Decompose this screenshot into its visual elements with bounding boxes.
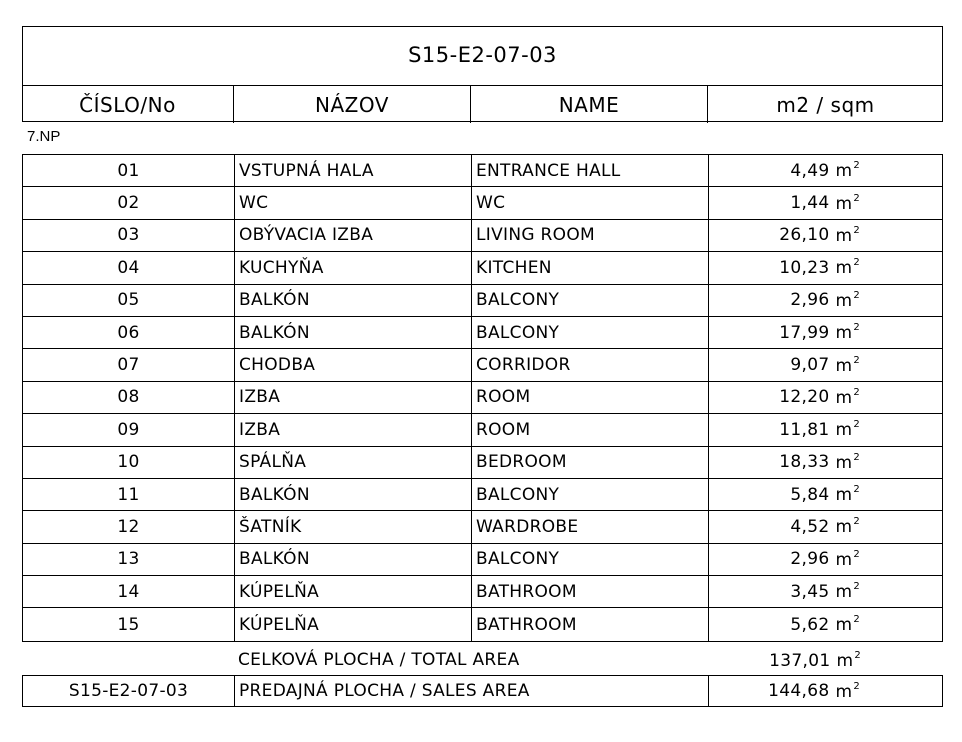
table-row: [23, 187, 942, 219]
room-area-number: 11,81: [779, 419, 830, 440]
room-number: 03: [23, 220, 235, 251]
sales-area-row: [22, 675, 943, 707]
room-area-number: 4,49: [790, 160, 830, 181]
room-number: 12: [23, 511, 235, 542]
room-name-sk: SPÁLŇA: [235, 447, 472, 478]
table-row: [23, 382, 942, 414]
room-name-en: CORRIDOR: [472, 349, 709, 380]
header-name-en: NAME: [471, 86, 708, 123]
area-unit: $m^2$: [835, 419, 860, 441]
table-row: [23, 479, 942, 511]
room-area: [709, 576, 942, 607]
room-name-sk: KÚPELŇA: [235, 608, 472, 640]
room-area: [709, 285, 942, 316]
floor-label: 7.NP: [27, 128, 61, 145]
room-area-number: 4,52: [790, 516, 830, 537]
area-unit: $m^2$: [836, 649, 861, 671]
room-area: [709, 544, 942, 575]
room-area: [709, 414, 942, 445]
room-name-en: KITCHEN: [472, 252, 709, 283]
table-header: [22, 85, 943, 123]
room-name-sk: IZBA: [235, 414, 472, 445]
room-name-en: BATHROOM: [472, 576, 709, 607]
room-area-number: 10,23: [779, 257, 830, 278]
unit-code-title: S15-E2-07-03: [408, 43, 557, 67]
room-name-en: ROOM: [472, 382, 709, 413]
room-area: [709, 608, 942, 640]
table-row: [23, 511, 942, 543]
total-area-label: CELKOVÁ PLOCHA / TOTAL AREA: [238, 650, 520, 670]
room-area-number: 3,45: [790, 581, 830, 602]
room-area-number: 9,07: [790, 355, 830, 376]
area-unit: $m^2$: [835, 516, 860, 538]
room-name-en: ROOM: [472, 414, 709, 445]
table-row: [23, 285, 942, 317]
room-name-sk: WC: [235, 187, 472, 218]
room-name-en: BALCONY: [472, 479, 709, 510]
total-area-number: 137,01: [769, 650, 831, 671]
sales-unit-code: S15-E2-07-03: [23, 676, 235, 706]
table-row: [23, 576, 942, 608]
area-unit: $m^2$: [835, 354, 860, 376]
room-name-en: WARDROBE: [472, 511, 709, 542]
room-name-sk: BALKÓN: [235, 317, 472, 348]
area-unit: $m^2$: [835, 680, 860, 702]
area-unit: $m^2$: [835, 257, 860, 279]
room-area-number: 2,96: [790, 549, 830, 570]
room-name-sk: BALKÓN: [235, 479, 472, 510]
room-name-sk: KUCHYŇA: [235, 252, 472, 283]
room-name-sk: KÚPELŇA: [235, 576, 472, 607]
room-number: 10: [23, 447, 235, 478]
room-number: 13: [23, 544, 235, 575]
area-unit: $m^2$: [835, 224, 860, 246]
sales-area-number: 144,68: [768, 681, 830, 701]
room-name-en: BALCONY: [472, 285, 709, 316]
room-number: 11: [23, 479, 235, 510]
room-name-sk: VSTUPNÁ HALA: [235, 155, 472, 186]
room-area-number: 26,10: [779, 225, 830, 246]
room-area: [709, 479, 942, 510]
area-unit: $m^2$: [835, 289, 860, 311]
area-unit: $m^2$: [835, 484, 860, 506]
room-area: [709, 447, 942, 478]
area-unit: $m^2$: [835, 322, 860, 344]
table-row: [23, 220, 942, 252]
room-table: [22, 154, 943, 642]
room-area-number: 5,62: [790, 614, 830, 635]
room-area: [709, 511, 942, 542]
room-area-number: 1,44: [790, 193, 830, 214]
table-row: [23, 608, 942, 640]
room-number: 02: [23, 187, 235, 218]
room-area-number: 17,99: [779, 322, 830, 343]
header-name-sk: NÁZOV: [234, 86, 471, 123]
room-name-en: BATHROOM: [472, 608, 709, 640]
header-number: ČÍSLO/No: [22, 86, 234, 123]
room-name-sk: CHODBA: [235, 349, 472, 380]
table-row: [23, 349, 942, 381]
room-name-en: BALCONY: [472, 544, 709, 575]
area-unit: $m^2$: [835, 614, 860, 636]
room-number: 09: [23, 414, 235, 445]
room-name-sk: ŠATNÍK: [235, 511, 472, 542]
room-name-en: WC: [472, 187, 709, 218]
room-name-sk: BALKÓN: [235, 285, 472, 316]
room-area-number: 18,33: [779, 452, 830, 473]
table-row: [23, 155, 942, 187]
room-area-number: 5,84: [790, 484, 830, 505]
room-number: 04: [23, 252, 235, 283]
room-area: [709, 317, 942, 348]
room-number: 15: [23, 608, 235, 640]
room-number: 06: [23, 317, 235, 348]
sales-area-value: [709, 676, 942, 706]
area-unit: $m^2$: [835, 386, 860, 408]
room-name-sk: OBÝVACIA IZBA: [235, 220, 472, 251]
table-row: [23, 252, 942, 284]
total-area-row: [234, 645, 943, 675]
area-unit: $m^2$: [835, 581, 860, 603]
room-area-number: 2,96: [790, 290, 830, 311]
room-name-en: BEDROOM: [472, 447, 709, 478]
room-name-en: ENTRANCE HALL: [472, 155, 709, 186]
area-unit: $m^2$: [835, 192, 860, 214]
room-area: [709, 382, 942, 413]
room-area-number: 12,20: [779, 387, 830, 408]
total-area-value: [711, 650, 943, 671]
table-row: [23, 317, 942, 349]
room-number: 14: [23, 576, 235, 607]
header-area: m2 / sqm: [776, 92, 875, 117]
area-unit: $m^2$: [835, 160, 860, 182]
table-row: [23, 414, 942, 446]
room-area: [709, 155, 942, 186]
room-name-sk: IZBA: [235, 382, 472, 413]
room-area: [709, 349, 942, 380]
room-number: 05: [23, 285, 235, 316]
room-area: [709, 187, 942, 218]
area-unit: $m^2$: [835, 548, 860, 570]
table-row: [23, 544, 942, 576]
area-unit: $m^2$: [835, 451, 860, 473]
room-number: 07: [23, 349, 235, 380]
sales-area-label: PREDAJNÁ PLOCHA / SALES AREA: [235, 676, 709, 706]
room-name-en: BALCONY: [472, 317, 709, 348]
room-area: [709, 220, 942, 251]
room-number: 08: [23, 382, 235, 413]
room-name-en: LIVING ROOM: [472, 220, 709, 251]
table-row: [23, 447, 942, 479]
room-number: 01: [23, 155, 235, 186]
room-area: [709, 252, 942, 283]
room-name-sk: BALKÓN: [235, 544, 472, 575]
